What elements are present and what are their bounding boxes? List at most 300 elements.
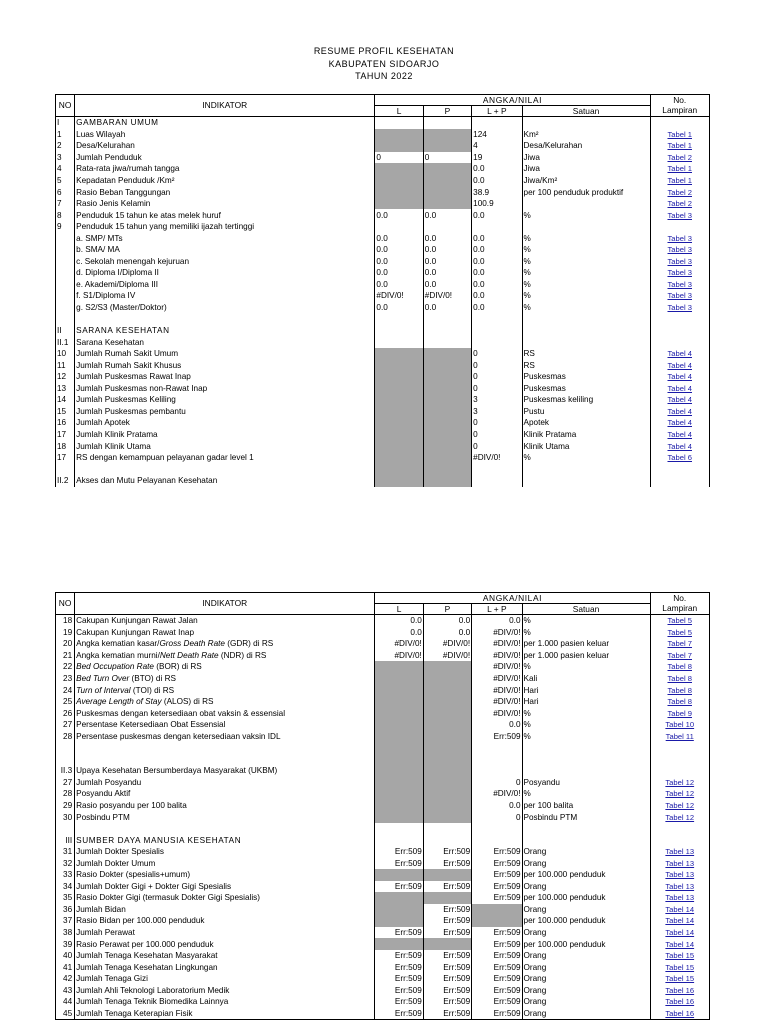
value-l [375,742,423,754]
lampiran-table-link[interactable]: Tabel 14 [665,928,695,938]
col-header-indikator: INDIKATOR [75,593,375,615]
lampiran-table-link[interactable]: Tabel 9 [667,708,692,718]
lampiran-link[interactable] [650,175,710,187]
lampiran-link[interactable] [650,846,710,858]
table-row [56,394,710,406]
unit-label [522,463,650,475]
value-l [375,661,423,673]
lampiran-table-link[interactable]: Tabel 16 [665,1008,695,1018]
lampiran-table-link[interactable]: Tabel 2 [667,187,692,197]
value-lp: 0 [472,383,522,395]
table-row [56,915,710,927]
table-row [56,961,710,973]
value-lp [472,754,522,766]
lampiran-table-link[interactable]: Tabel 4 [667,349,692,359]
value-p [423,336,471,348]
row-number: 31 [56,846,75,858]
value-lp: #DIV/0! [472,707,522,719]
value-lp: 0.0 [472,256,522,268]
unit-label [522,325,650,337]
row-number: 14 [56,394,75,406]
unit-label: RS [522,359,650,371]
col-header-l: L [375,106,423,117]
unit-label [522,475,650,487]
table-row [56,765,710,777]
value-l [375,869,423,881]
lampiran-link[interactable] [650,788,710,800]
unit-label: per 100 balita [522,800,650,812]
table-row [56,336,710,348]
value-p: Err:509 [423,881,471,893]
unit-label [522,336,650,348]
lampiran-link[interactable] [650,950,710,962]
value-p [423,394,471,406]
value-l: Err:509 [375,996,423,1008]
lampiran-link[interactable] [650,394,710,406]
lampiran-link[interactable] [650,440,710,452]
value-l [375,730,423,742]
row-number: 27 [56,719,75,731]
indicator-label: Jumlah Klinik Pratama [75,429,375,441]
table-row [56,661,710,673]
lampiran-table-link[interactable]: Tabel 2 [667,199,692,209]
indicator-table-2 [55,592,710,1020]
indicator-label: Jumlah Tenaga Kesehatan Lingkungan [75,961,375,973]
indicator-label: Desa/Kelurahan [75,140,375,152]
value-l [375,313,423,325]
value-lp: 0 [472,777,522,789]
value-p [423,348,471,360]
unit-label: Desa/Kelurahan [522,140,650,152]
row-number: 11 [56,359,75,371]
lampiran-table-link[interactable]: Tabel 3 [667,303,692,313]
lampiran-table-link[interactable]: Tabel 4 [667,430,692,440]
row-number: 19 [56,627,75,639]
value-l [375,915,423,927]
value-p: Err:509 [423,1008,471,1020]
unit-label: Orang [522,904,650,916]
value-p: #DIV/0! [423,638,471,650]
indicator-label: Rasio Beban Tanggungan [75,186,375,198]
value-lp: 124 [472,129,522,141]
table-row [56,452,710,464]
value-p [423,696,471,708]
lampiran-table-link[interactable]: Tabel 4 [667,406,692,416]
lampiran-link[interactable] [650,429,710,441]
lampiran-link[interactable] [650,673,710,685]
lampiran-link[interactable] [650,661,710,673]
row-number: II.1 [56,336,75,348]
lampiran-table-link[interactable]: Tabel 5 [667,616,692,626]
value-p [423,800,471,812]
lampiran-table-link[interactable]: Tabel 8 [667,697,692,707]
value-l [375,452,423,464]
row-number: 34 [56,881,75,893]
table-row [56,627,710,639]
value-l [375,463,423,475]
lampiran-link[interactable] [650,152,710,164]
unit-label [522,117,650,129]
lampiran-link[interactable] [650,1008,710,1020]
lampiran-link[interactable] [650,348,710,360]
indicator-label: Angka kematian murni/Nett Death Rate (NDR) di RS [75,650,375,662]
col-header-lp: L + P [472,604,522,615]
lampiran-link [650,834,710,846]
unit-label [522,765,650,777]
value-p [423,198,471,210]
lampiran-table-link[interactable]: Tabel 13 [665,893,695,903]
value-lp: #DIV/0! [472,684,522,696]
indicator-label: e. Akademi/Diploma III [75,279,375,291]
indicator-label: Jumlah Puskesmas pembantu [75,406,375,418]
lampiran-link[interactable] [650,302,710,314]
lampiran-table-link[interactable]: Tabel 3 [667,245,692,255]
value-p [423,406,471,418]
report-region: KABUPATEN SIDOARJO [328,59,440,69]
lampiran-link[interactable] [650,279,710,291]
row-number: II.3 [56,765,75,777]
report-title: RESUME PROFIL KESEHATAN [313,46,455,56]
lampiran-table-link[interactable]: Tabel 13 [665,847,695,857]
value-l [375,429,423,441]
unit-label: Jiwa [522,163,650,175]
value-p [423,371,471,383]
report-year: TAHUN 2022 [355,71,413,81]
row-number: 23 [56,673,75,685]
lampiran-table-link[interactable]: Tabel 3 [667,279,692,289]
lampiran-link[interactable] [650,186,710,198]
row-number: 6 [56,186,75,198]
value-p: 0.0 [423,267,471,279]
value-p [423,463,471,475]
lampiran-table-link[interactable]: Tabel 1 [667,176,692,185]
unit-label: Orang [522,973,650,985]
lampiran-table-link[interactable]: Tabel 11 [665,731,694,741]
indicator-label: Rasio Bidan per 100.000 penduduk [75,915,375,927]
lampiran-link[interactable] [650,627,710,639]
row-number: 2 [56,140,75,152]
lampiran-link[interactable] [650,406,710,418]
lampiran-table-link[interactable]: Tabel 8 [667,685,692,695]
value-l [375,383,423,395]
value-p [423,475,471,487]
unit-label: per 100.000 penduduk [522,938,650,950]
row-number: 21 [56,650,75,662]
unit-label: per 100.000 penduduk [522,915,650,927]
lampiran-link[interactable] [650,915,710,927]
unit-label: Posbindu PTM [522,811,650,823]
lampiran-link[interactable] [650,209,710,221]
lampiran-link[interactable] [650,927,710,939]
value-p: 0.0 [423,209,471,221]
value-lp [472,823,522,835]
row-number: 20 [56,638,75,650]
lampiran-link[interactable] [650,417,710,429]
row-number: 18 [56,440,75,452]
value-p [423,811,471,823]
lampiran-link[interactable] [650,452,710,464]
lampiran-table-link[interactable]: Tabel 14 [665,916,695,926]
value-lp: #DIV/0! [472,788,522,800]
lampiran-table-link[interactable]: Tabel 12 [665,801,695,811]
lampiran-link[interactable] [650,371,710,383]
table-row [56,834,710,846]
value-p: Err:509 [423,961,471,973]
lampiran-table-link[interactable]: Tabel 12 [665,777,695,787]
lampiran-link[interactable] [650,973,710,985]
value-lp: 0.0 [472,163,522,175]
value-lp: 38.9 [472,186,522,198]
lampiran-link[interactable] [650,811,710,823]
value-p [423,684,471,696]
value-l [375,186,423,198]
lampiran-table-link[interactable]: Tabel 3 [667,256,692,266]
value-lp: 0.0 [472,615,522,627]
unit-label: Jiwa/Km² [522,175,650,187]
lampiran-table-link[interactable]: Tabel 4 [667,418,692,428]
lampiran-table-link[interactable]: Tabel 13 [665,881,695,891]
value-lp: Err:509 [472,730,522,742]
lampiran-link[interactable] [650,290,710,302]
value-p [423,429,471,441]
lampiran-link[interactable] [650,359,710,371]
lampiran-link[interactable] [650,615,710,627]
unit-label: % [522,232,650,244]
lampiran-table-link[interactable]: Tabel 13 [665,870,695,880]
value-lp: #DIV/0! [472,452,522,464]
col-header-p: P [423,604,471,615]
value-lp: Err:509 [472,961,522,973]
lampiran-table-link[interactable]: Tabel 13 [665,858,695,868]
value-lp: #DIV/0! [472,627,522,639]
table-row [56,221,710,233]
table-row [56,475,710,487]
value-l: Err:509 [375,973,423,985]
value-l: Err:509 [375,985,423,997]
lampiran-link[interactable] [650,996,710,1008]
col-header-angka: ANGKA/NILAI [375,593,650,604]
table-row [56,163,710,175]
lampiran-link[interactable] [650,638,710,650]
row-number: 7 [56,198,75,210]
table-row [56,313,710,325]
lampiran-link[interactable] [650,985,710,997]
lampiran-table-link[interactable]: Tabel 7 [667,650,692,660]
lampiran-link[interactable] [650,869,710,881]
table-row [56,232,710,244]
lampiran-table-link[interactable]: Tabel 10 [665,720,695,730]
row-number: II [56,325,75,337]
lampiran-link[interactable] [650,198,710,210]
value-p [423,707,471,719]
lampiran-link[interactable] [650,256,710,268]
lampiran-link[interactable] [650,707,710,719]
lampiran-table-link[interactable]: Tabel 8 [667,674,692,683]
lampiran-link[interactable] [650,730,710,742]
lampiran-link[interactable] [650,696,710,708]
lampiran-table-link[interactable]: Tabel 4 [667,441,692,451]
indicator-label: Bed Occupation Rate (BOR) di RS [75,661,375,673]
table-row [56,463,710,475]
value-lp: 0.0 [472,800,522,812]
lampiran-table-link[interactable]: Tabel 8 [667,662,692,672]
unit-label: Posyandu [522,777,650,789]
indicator-label: Bed Turn Over (BTO) di RS [75,673,375,685]
value-l: Err:509 [375,857,423,869]
lampiran-link[interactable] [650,777,710,789]
lampiran-table-link[interactable]: Tabel 15 [665,951,695,961]
value-p: Err:509 [423,973,471,985]
indicator-label: Posbindu PTM [75,811,375,823]
row-number: 18 [56,615,75,627]
table-row [56,996,710,1008]
lampiran-link[interactable] [650,140,710,152]
lampiran-table-link[interactable]: Tabel 3 [667,268,692,278]
value-p: 0.0 [423,627,471,639]
indicator-label: Jumlah Perawat [75,927,375,939]
lampiran-table-link[interactable]: Tabel 12 [665,812,695,822]
value-l: Err:509 [375,950,423,962]
row-number: 28 [56,730,75,742]
row-number: 37 [56,915,75,927]
value-l [375,198,423,210]
value-p: 0.0 [423,232,471,244]
lampiran-table-link[interactable]: Tabel 3 [667,210,692,220]
unit-label: per 100 penduduk produktif [522,186,650,198]
unit-label: per 1.000 pasien keluar [522,638,650,650]
lampiran-link[interactable] [650,800,710,812]
lampiran-table-link[interactable]: Tabel 16 [665,985,695,995]
lampiran-link[interactable] [650,383,710,395]
lampiran-link[interactable] [650,857,710,869]
unit-label: % [522,615,650,627]
profile-table-page-1 [55,94,710,487]
row-number: 44 [56,996,75,1008]
lampiran-table-link[interactable]: Tabel 5 [667,627,692,637]
indicator-label: Jumlah Apotek [75,417,375,429]
lampiran-link[interactable] [650,892,710,904]
lampiran-table-link[interactable]: Tabel 4 [667,372,692,382]
value-l [375,371,423,383]
lampiran-table-link[interactable]: Tabel 6 [667,453,692,463]
lampiran-table-link[interactable]: Tabel 4 [667,383,692,393]
row-number [56,302,75,314]
unit-label [522,823,650,835]
col-header-no: NO [56,95,75,117]
lampiran-link[interactable] [650,904,710,916]
lampiran-table-link[interactable]: Tabel 1 [667,129,692,139]
indicator-label: a. SMP/ MTs [75,232,375,244]
lampiran-table-link[interactable]: Tabel 3 [667,233,692,243]
lampiran-link [650,742,710,754]
value-l: Err:509 [375,881,423,893]
lampiran-table-link[interactable]: Tabel 12 [665,789,695,799]
lampiran-table-link[interactable]: Tabel 4 [667,360,692,370]
lampiran-table-link[interactable]: Tabel 2 [667,152,692,162]
lampiran-table-link[interactable]: Tabel 14 [665,904,695,914]
unit-label: Orang [522,927,650,939]
lampiran-table-link[interactable]: Tabel 1 [667,141,692,151]
value-lp: 0.0 [472,302,522,314]
lampiran-link[interactable] [650,938,710,950]
indicator-label: Cakupan Kunjungan Rawat Jalan [75,615,375,627]
lampiran-table-link[interactable]: Tabel 1 [667,164,692,174]
value-lp [472,742,522,754]
value-lp: #DIV/0! [472,696,522,708]
value-p: 0.0 [423,244,471,256]
table-row [56,857,710,869]
row-number: 13 [56,383,75,395]
lampiran-link[interactable] [650,232,710,244]
row-number: I [56,117,75,129]
value-l: #DIV/0! [375,290,423,302]
indicator-label: Jumlah Tenaga Gizi [75,973,375,985]
lampiran-link[interactable] [650,244,710,256]
lampiran-table-link[interactable]: Tabel 15 [665,974,695,984]
indicator-label: Persentase puskesmas dengan ketersediaan vaksin IDL [75,730,375,742]
lampiran-table-link[interactable]: Tabel 3 [667,291,692,301]
unit-label: Hari [522,696,650,708]
row-number: 8 [56,209,75,221]
lampiran-link[interactable] [650,129,710,141]
value-l: 0.0 [375,267,423,279]
lampiran-table-link[interactable]: Tabel 7 [667,639,692,649]
table-row [56,175,710,187]
value-lp: 0 [472,811,522,823]
lampiran-link[interactable] [650,684,710,696]
indicator-label: Luas Wilayah [75,129,375,141]
lampiran-link[interactable] [650,881,710,893]
value-lp: 3 [472,394,522,406]
lampiran-link[interactable] [650,961,710,973]
row-number: 17 [56,429,75,441]
value-lp [472,117,522,129]
table-row [56,302,710,314]
lampiran-link[interactable] [650,163,710,175]
row-number [56,463,75,475]
indicator-label: Puskesmas dengan ketersediaan obat vaksin & essensial [75,707,375,719]
unit-label: Orang [522,961,650,973]
row-number [56,256,75,268]
col-header-angka: ANGKA/NILAI [375,95,650,106]
value-p: Err:509 [423,915,471,927]
col-header-indikator: INDIKATOR [75,95,375,117]
lampiran-link[interactable] [650,267,710,279]
unit-label: Orang [522,950,650,962]
value-lp [472,336,522,348]
value-l: Err:509 [375,1008,423,1020]
unit-label: Klinik Utama [522,440,650,452]
lampiran-table-link[interactable]: Tabel 15 [665,962,695,972]
value-lp: Err:509 [472,927,522,939]
lampiran-link[interactable] [650,719,710,731]
lampiran-table-link[interactable]: Tabel 16 [665,997,695,1007]
value-l [375,406,423,418]
indicator-label: Penduduk 15 tahun ke atas melek huruf [75,209,375,221]
lampiran-table-link[interactable]: Tabel 4 [667,395,692,405]
value-lp: 0.0 [472,232,522,244]
value-p [423,175,471,187]
table-row [56,348,710,360]
value-lp: Err:509 [472,892,522,904]
row-number: 41 [56,961,75,973]
indicator-label: Jumlah Tenaga Kesehatan Masyarakat [75,950,375,962]
lampiran-table-link[interactable]: Tabel 14 [665,939,695,949]
row-number: 27 [56,777,75,789]
value-p: 0.0 [423,302,471,314]
value-l [375,325,423,337]
lampiran-link[interactable] [650,650,710,662]
